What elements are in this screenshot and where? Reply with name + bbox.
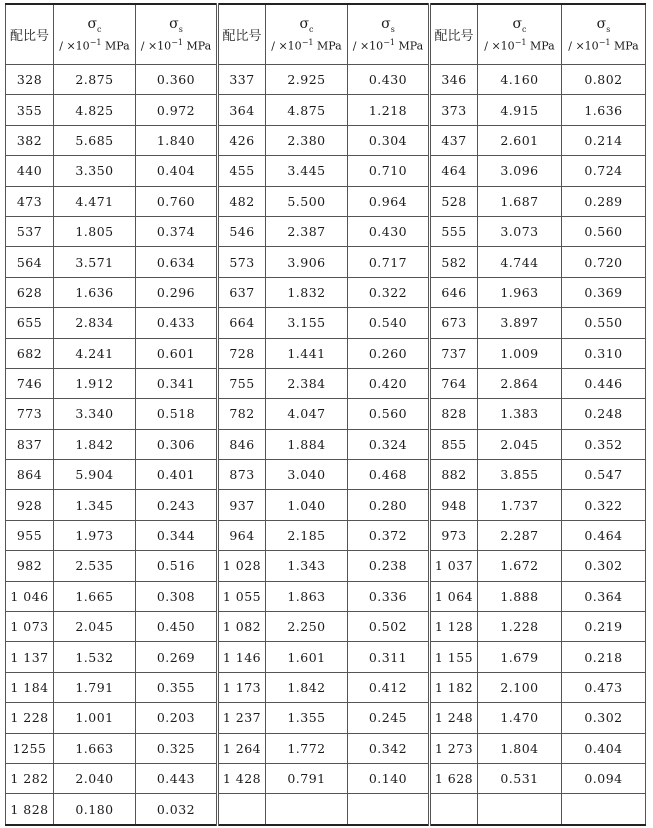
mix-id-cell: 664 [218,308,266,338]
mix-id-cell: 973 [430,520,478,550]
table-row [6,551,646,581]
mix-id-cell: 364 [218,95,266,125]
sigma-c-cell: 2.875 [54,65,136,95]
mix-id-cell: 1 137 [6,642,54,672]
table-row [6,612,646,642]
sigma-c-cell: 1.441 [266,338,348,368]
sigma-c-cell: 2.100 [478,672,562,702]
mix-id-cell: 528 [430,186,478,216]
sigma-s-cell: 0.404 [562,733,646,763]
sigma-c-cell: 1.973 [54,520,136,550]
mix-id-cell [218,794,266,825]
mix-id-cell: 673 [430,308,478,338]
sigma-s-cell: 1.840 [136,125,218,155]
mix-id-cell: 864 [6,460,54,490]
mix-id-cell: 837 [6,429,54,459]
sigma-s-cell: 0.964 [348,186,430,216]
sigma-c-cell: 3.073 [478,216,562,246]
sigma-s-cell: 0.203 [136,703,218,733]
sigma-c-cell: 3.040 [266,460,348,490]
mix-id-cell: 948 [430,490,478,520]
sigma-s-cell: 0.369 [562,277,646,307]
sigma-c-cell: 1.343 [266,551,348,581]
sigma-c-cell: 2.040 [54,763,136,793]
mix-id-cell: 728 [218,338,266,368]
table-row [6,399,646,429]
sigma-s-cell: 0.430 [348,216,430,246]
sigma-c-header: $\sigma_c$ / $\times 10^{-1}$ MPa [54,4,136,65]
sigma-s-cell: 0.306 [136,429,218,459]
sigma-s-cell: 1.636 [562,95,646,125]
mix-id-cell: 964 [218,520,266,550]
sigma-c-cell: 1.805 [54,216,136,246]
sigma-s-cell: 0.401 [136,460,218,490]
sigma-s-header: $\sigma_s$ / $\times 10^{-1}$ MPa [562,4,646,65]
table-row [6,156,646,186]
mix-id-header: 配比号 [218,4,266,65]
sigma-c-cell: 4.915 [478,95,562,125]
sigma-c-cell: 2.287 [478,520,562,550]
mix-id-cell: 546 [218,216,266,246]
sigma-s-cell: 0.248 [562,399,646,429]
mix-id-cell: 440 [6,156,54,186]
table-body [6,65,646,825]
sigma-c-cell: 5.904 [54,460,136,490]
mix-id-cell: 564 [6,247,54,277]
sigma-c-cell: 3.855 [478,460,562,490]
mix-id-cell: 482 [218,186,266,216]
mix-id-cell: 755 [218,368,266,398]
mix-id-cell: 346 [430,65,478,95]
mix-id-cell: 355 [6,95,54,125]
mix-id-cell: 1 046 [6,581,54,611]
mix-id-cell: 928 [6,490,54,520]
sigma-c-cell: 1.532 [54,642,136,672]
mix-id-cell: 764 [430,368,478,398]
sigma-c-cell: 4.471 [54,186,136,216]
mix-id-cell: 682 [6,338,54,368]
mix-id-cell: 555 [430,216,478,246]
sigma-c-cell: 1.345 [54,490,136,520]
sigma-s-cell: 0.550 [562,308,646,338]
mix-id-cell: 1 155 [430,642,478,672]
sigma-c-cell: 0.180 [54,794,136,825]
sigma-c-cell: 1.888 [478,581,562,611]
sigma-s-cell: 0.324 [348,429,430,459]
table-row [6,65,646,95]
table-row [6,277,646,307]
mix-id-cell: 646 [430,277,478,307]
sigma-c-cell: 1.912 [54,368,136,398]
sigma-c-cell: 2.535 [54,551,136,581]
sigma-s-cell: 0.032 [136,794,218,825]
mix-id-cell: 1 248 [430,703,478,733]
sigma-s-cell: 0.243 [136,490,218,520]
table-row [6,429,646,459]
sigma-c-cell: 2.045 [54,612,136,642]
sigma-s-cell: 0.214 [562,125,646,155]
sigma-s-cell: 0.717 [348,247,430,277]
mix-id-cell: 846 [218,429,266,459]
table-row [6,338,646,368]
sigma-c-header: $\sigma_c$ / $\times 10^{-1}$ MPa [266,4,348,65]
sigma-s-cell: 0.238 [348,551,430,581]
sigma-c-cell [478,794,562,825]
sigma-c-cell: 5.500 [266,186,348,216]
document-page [5,3,646,826]
sigma-s-cell: 0.518 [136,399,218,429]
mix-id-cell: 426 [218,125,266,155]
sigma-c-cell: 1.804 [478,733,562,763]
table-row [6,794,646,825]
sigma-s-cell: 0.325 [136,733,218,763]
sigma-s-cell: 0.430 [348,65,430,95]
sigma-s-cell: 0.341 [136,368,218,398]
sigma-s-cell: 0.280 [348,490,430,520]
table-row [6,186,646,216]
sigma-c-cell: 3.350 [54,156,136,186]
sigma-s-cell: 0.540 [348,308,430,338]
sigma-c-cell: 2.387 [266,216,348,246]
mix-id-cell: 1 037 [430,551,478,581]
table-row [6,125,646,155]
mix-id-cell: 982 [6,551,54,581]
sigma-c-cell: 1.832 [266,277,348,307]
sigma-s-cell: 0.972 [136,95,218,125]
sigma-s-cell: 0.560 [562,216,646,246]
sigma-s-cell: 0.308 [136,581,218,611]
mix-id-cell: 1 282 [6,763,54,793]
sigma-c-cell: 2.045 [478,429,562,459]
table-row [6,672,646,702]
table-row [6,763,646,793]
mix-id-cell: 382 [6,125,54,155]
sigma-s-cell: 0.245 [348,703,430,733]
mix-id-cell: 537 [6,216,54,246]
sigma-c-cell: 5.685 [54,125,136,155]
sigma-c-cell: 1.636 [54,277,136,307]
sigma-s-cell: 0.374 [136,216,218,246]
sigma-c-cell: 1.791 [54,672,136,702]
mix-id-cell: 1 173 [218,672,266,702]
mix-id-cell: 1 073 [6,612,54,642]
sigma-s-cell: 0.342 [348,733,430,763]
sigma-s-cell: 0.218 [562,642,646,672]
sigma-c-cell: 2.384 [266,368,348,398]
mix-id-cell: 573 [218,247,266,277]
sigma-s-cell: 0.094 [562,763,646,793]
mix-id-cell: 782 [218,399,266,429]
sigma-s-cell: 0.302 [562,551,646,581]
sigma-c-cell: 1.679 [478,642,562,672]
sigma-s-cell: 0.310 [562,338,646,368]
sigma-s-cell: 0.311 [348,642,430,672]
mix-id-cell: 1 028 [218,551,266,581]
sigma-s-cell: 0.720 [562,247,646,277]
sigma-c-cell: 2.250 [266,612,348,642]
sigma-c-cell: 1.663 [54,733,136,763]
sigma-s-cell: 0.560 [348,399,430,429]
mix-id-cell: 473 [6,186,54,216]
mix-id-cell: 1 055 [218,581,266,611]
sigma-s-cell: 0.219 [562,612,646,642]
sigma-c-cell: 1.672 [478,551,562,581]
sigma-c-cell: 2.380 [266,125,348,155]
sigma-s-cell: 0.296 [136,277,218,307]
sigma-c-cell: 3.571 [54,247,136,277]
sigma-s-cell: 0.547 [562,460,646,490]
strength-table [5,3,646,826]
sigma-s-cell: 0.360 [136,65,218,95]
sigma-c-cell: 1.470 [478,703,562,733]
sigma-c-cell: 1.884 [266,429,348,459]
sigma-c-cell: 3.155 [266,308,348,338]
mix-id-cell: 1255 [6,733,54,763]
sigma-s-cell: 0.760 [136,186,218,216]
sigma-s-cell: 0.322 [562,490,646,520]
table-row [6,703,646,733]
table-row [6,581,646,611]
mix-id-cell: 1 273 [430,733,478,763]
sigma-c-cell [266,794,348,825]
sigma-c-cell: 4.160 [478,65,562,95]
mix-id-cell: 637 [218,277,266,307]
mix-id-cell: 773 [6,399,54,429]
mix-id-cell: 455 [218,156,266,186]
sigma-s-cell: 0.289 [562,186,646,216]
sigma-s-cell: 0.502 [348,612,430,642]
sigma-c-cell: 4.047 [266,399,348,429]
sigma-c-cell: 2.834 [54,308,136,338]
sigma-s-cell: 0.355 [136,672,218,702]
sigma-s-cell: 0.302 [562,703,646,733]
sigma-s-cell: 0.372 [348,520,430,550]
mix-id-cell: 655 [6,308,54,338]
sigma-s-header: $\sigma_s$ / $\times 10^{-1}$ MPa [348,4,430,65]
sigma-s-cell: 0.260 [348,338,430,368]
sigma-c-cell: 2.925 [266,65,348,95]
table-row [6,308,646,338]
sigma-c-cell: 1.687 [478,186,562,216]
sigma-s-cell: 1.218 [348,95,430,125]
sigma-s-cell: 0.443 [136,763,218,793]
mix-id-cell [430,794,478,825]
sigma-c-cell: 3.906 [266,247,348,277]
sigma-s-cell: 0.420 [348,368,430,398]
mix-id-cell: 373 [430,95,478,125]
mix-id-cell: 1 228 [6,703,54,733]
sigma-c-cell: 1.383 [478,399,562,429]
sigma-c-cell: 1.040 [266,490,348,520]
sigma-c-cell: 2.864 [478,368,562,398]
sigma-s-cell: 0.601 [136,338,218,368]
sigma-c-cell: 1.772 [266,733,348,763]
sigma-s-cell: 0.473 [562,672,646,702]
mix-id-cell: 737 [430,338,478,368]
table-row [6,247,646,277]
sigma-c-cell: 2.185 [266,520,348,550]
table-row [6,490,646,520]
sigma-s-cell: 0.710 [348,156,430,186]
sigma-c-cell: 3.897 [478,308,562,338]
sigma-s-header: $\sigma_s$ / $\times 10^{-1}$ MPa [136,4,218,65]
mix-id-cell: 1 828 [6,794,54,825]
mix-id-cell: 464 [430,156,478,186]
sigma-s-cell [562,794,646,825]
sigma-c-cell: 1.842 [266,672,348,702]
sigma-s-cell: 0.516 [136,551,218,581]
sigma-c-cell: 1.665 [54,581,136,611]
mix-id-cell: 873 [218,460,266,490]
mix-id-header: 配比号 [6,4,54,65]
sigma-s-cell: 0.450 [136,612,218,642]
mix-id-header: 配比号 [430,4,478,65]
sigma-s-cell: 0.336 [348,581,430,611]
sigma-c-cell: 3.340 [54,399,136,429]
mix-id-cell: 1 628 [430,763,478,793]
mix-id-cell: 628 [6,277,54,307]
mix-id-cell: 1 082 [218,612,266,642]
sigma-s-cell: 0.802 [562,65,646,95]
sigma-c-cell: 3.096 [478,156,562,186]
sigma-c-cell: 0.531 [478,763,562,793]
sigma-c-cell: 1.009 [478,338,562,368]
sigma-s-cell: 0.634 [136,247,218,277]
mix-id-cell: 1 064 [430,581,478,611]
mix-id-cell: 582 [430,247,478,277]
mix-id-cell: 1 428 [218,763,266,793]
table-row [6,95,646,125]
sigma-c-cell: 1.863 [266,581,348,611]
sigma-s-cell: 0.724 [562,156,646,186]
sigma-c-cell: 1.842 [54,429,136,459]
mix-id-cell: 937 [218,490,266,520]
mix-id-cell: 855 [430,429,478,459]
sigma-s-cell: 0.352 [562,429,646,459]
sigma-c-cell: 1.228 [478,612,562,642]
sigma-c-cell: 0.791 [266,763,348,793]
sigma-c-cell: 4.744 [478,247,562,277]
sigma-c-cell: 1.601 [266,642,348,672]
mix-id-cell: 1 128 [430,612,478,642]
table-row [6,642,646,672]
sigma-s-cell: 0.468 [348,460,430,490]
sigma-s-cell: 0.304 [348,125,430,155]
mix-id-cell: 1 184 [6,672,54,702]
sigma-s-cell: 0.412 [348,672,430,702]
sigma-c-cell: 1.737 [478,490,562,520]
table-row [6,460,646,490]
mix-id-cell: 746 [6,368,54,398]
table-row [6,733,646,763]
sigma-s-cell: 0.404 [136,156,218,186]
sigma-s-cell: 0.140 [348,763,430,793]
sigma-c-cell: 3.445 [266,156,348,186]
sigma-s-cell: 0.433 [136,308,218,338]
mix-id-cell: 882 [430,460,478,490]
sigma-c-cell: 1.355 [266,703,348,733]
mix-id-cell: 1 237 [218,703,266,733]
sigma-c-header: $\sigma_c$ / $\times 10^{-1}$ MPa [478,4,562,65]
table-row [6,368,646,398]
sigma-c-cell: 4.875 [266,95,348,125]
sigma-s-cell: 0.364 [562,581,646,611]
sigma-c-cell: 4.825 [54,95,136,125]
sigma-s-cell: 0.322 [348,277,430,307]
mix-id-cell: 1 146 [218,642,266,672]
mix-id-cell: 955 [6,520,54,550]
table-row [6,216,646,246]
sigma-c-cell: 1.001 [54,703,136,733]
sigma-c-cell: 4.241 [54,338,136,368]
mix-id-cell: 437 [430,125,478,155]
mix-id-cell: 1 182 [430,672,478,702]
table-header-row [6,4,646,65]
sigma-s-cell: 0.344 [136,520,218,550]
sigma-s-cell: 0.464 [562,520,646,550]
mix-id-cell: 1 264 [218,733,266,763]
sigma-c-cell: 1.963 [478,277,562,307]
sigma-s-cell [348,794,430,825]
mix-id-cell: 328 [6,65,54,95]
sigma-s-cell: 0.446 [562,368,646,398]
mix-id-cell: 337 [218,65,266,95]
table-row [6,520,646,550]
mix-id-cell: 828 [430,399,478,429]
sigma-c-cell: 2.601 [478,125,562,155]
sigma-s-cell: 0.269 [136,642,218,672]
